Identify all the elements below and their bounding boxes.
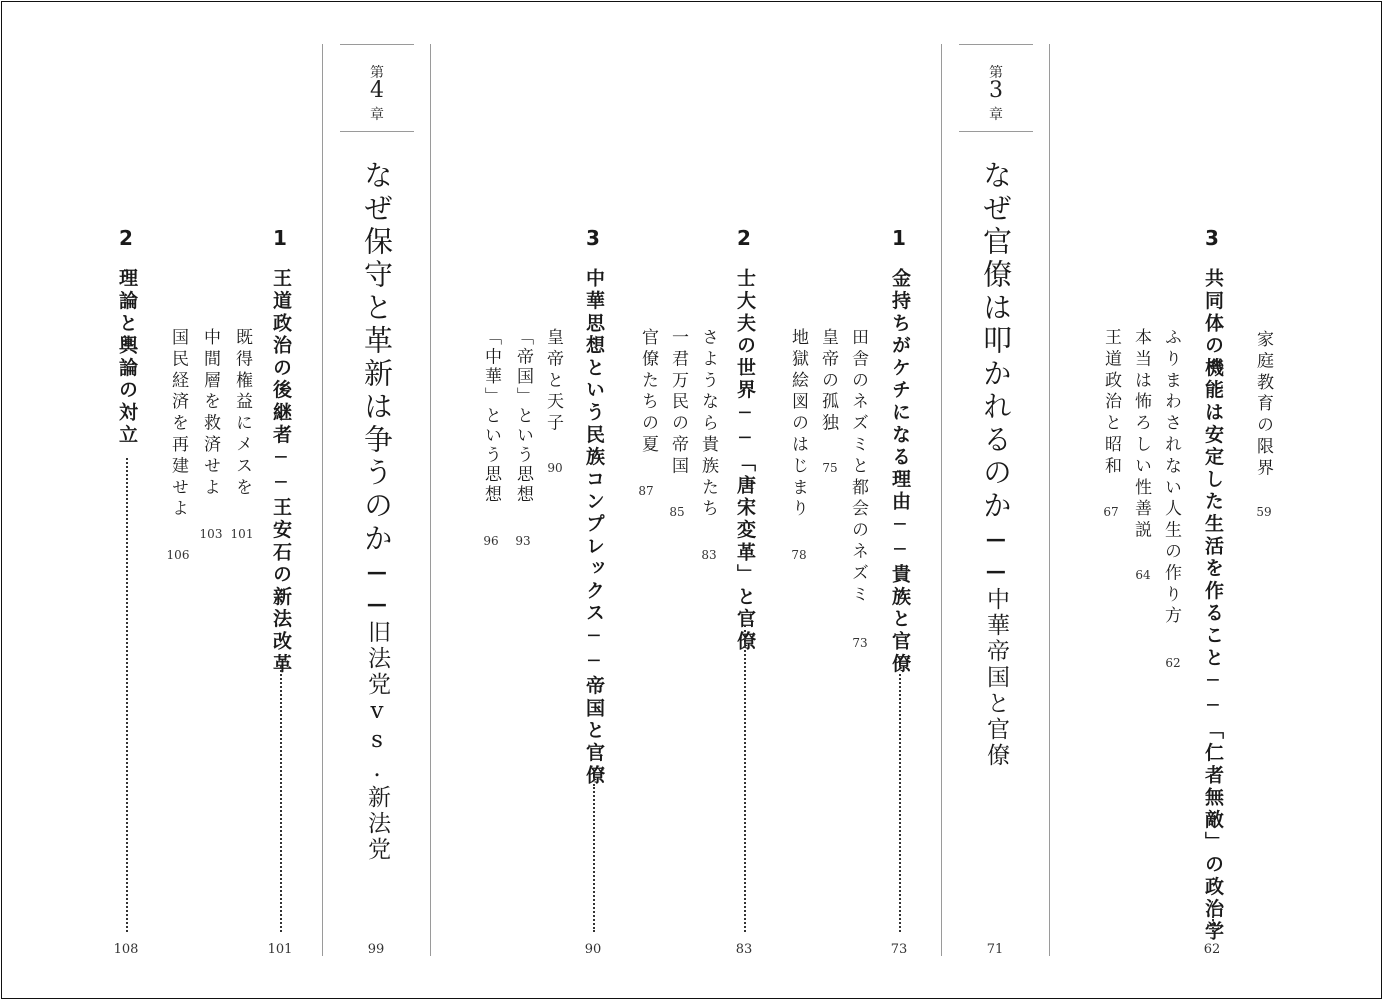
toc-item-page: 85 [669, 505, 685, 519]
toc-item[interactable]: 「中華」という思想 [481, 328, 501, 505]
chapter3-title-dash: ── [979, 523, 1013, 587]
section-page-number: 108 [113, 942, 139, 957]
section-number: 2 [737, 226, 751, 250]
chapter4-label-top-rule [340, 44, 414, 45]
chapter4-label-bottom-rule [340, 131, 414, 132]
leader-dots [899, 674, 901, 932]
section-number: 2 [119, 226, 133, 250]
chapter4-title-sub: 旧法党vs.新法党 [364, 620, 390, 863]
toc-item-page: 93 [515, 534, 531, 548]
chapter3-title-main: なぜ官僚は叩かれるのか [979, 160, 1013, 523]
toc-item[interactable]: 皇帝の孤独 [818, 328, 838, 435]
toc-item[interactable]: 一君万民の帝国 [668, 328, 688, 478]
section-number: 3 [586, 226, 600, 250]
chapter3-label-bottom: 章 [989, 107, 1003, 123]
leader-dots [593, 784, 595, 932]
chapter4-band-left-rule [322, 44, 323, 956]
section-number: 1 [892, 226, 906, 250]
toc-item[interactable]: 官僚たちの夏 [638, 328, 658, 457]
toc-item-page: 87 [638, 484, 654, 498]
section-page-number: 83 [735, 942, 753, 957]
section-number: 1 [273, 226, 287, 250]
section-page-number: 101 [267, 942, 293, 957]
toc-item[interactable]: 国民経済を再建せよ [168, 328, 188, 521]
toc-item-page: 83 [701, 548, 717, 562]
chapter4-label-bottom: 章 [370, 107, 384, 123]
section-title[interactable]: 中華思想という民族コンプレックス──帝国と官僚 [583, 268, 605, 787]
toc-item-page: 64 [1135, 568, 1151, 582]
leader-dots [280, 666, 282, 932]
chapter4-title-main: なぜ保守と革新は争うのか [360, 160, 394, 556]
toc-item[interactable]: 「帝国」という思想 [513, 328, 533, 505]
toc-item[interactable]: 家庭教育の限界 [1253, 330, 1273, 480]
chapter3-band-right-rule [1049, 44, 1050, 956]
toc-item-page: 103 [199, 527, 223, 541]
toc-item-page: 101 [230, 527, 254, 541]
toc-item[interactable]: 王道政治と昭和 [1101, 328, 1121, 478]
section-title[interactable]: 士大夫の世界──「唐宋変革」と官僚 [734, 268, 756, 654]
toc-item-page: 73 [852, 636, 868, 650]
chapter3-label-number: 3 [989, 78, 1003, 103]
chapter3-title-sub: 中華帝国と官僚 [983, 587, 1009, 769]
chapter4-page-number: 99 [367, 942, 385, 957]
chapter4-label-number: 4 [370, 78, 384, 103]
section-page-number: 90 [584, 942, 602, 957]
toc-item[interactable]: 本当は怖ろしい性善説 [1131, 328, 1151, 542]
toc-item[interactable]: 中間層を救済せよ [200, 328, 220, 500]
toc-item[interactable]: 皇帝と天子 [543, 328, 563, 435]
toc-item[interactable]: 地獄絵図のはじまり [788, 328, 808, 521]
section-title[interactable]: 金持ちがケチになる理由──貴族と官僚 [889, 268, 911, 676]
toc-item-page: 67 [1103, 505, 1119, 519]
section-title[interactable]: 王道政治の後継者──王安石の新法改革 [270, 268, 292, 676]
chapter3-page-number: 71 [986, 942, 1004, 957]
chapter3-label-top-rule [959, 44, 1033, 45]
leader-dots [126, 458, 128, 932]
chapter4-label-top: 第 [370, 65, 384, 81]
chapter4-title-dash: ── [360, 556, 394, 620]
toc-item-page: 90 [547, 461, 563, 475]
chapter3-label-bottom-rule [959, 131, 1033, 132]
chapter4-band-right-rule [430, 44, 431, 956]
toc-item-page: 78 [791, 548, 807, 562]
chapter4-title [357, 160, 398, 863]
section-page-number: 73 [890, 942, 908, 957]
toc-item-page: 62 [1165, 656, 1181, 670]
leader-dots [1212, 916, 1214, 932]
toc-item[interactable]: さようなら貴族たち [698, 328, 718, 521]
section-title[interactable]: 理論と輿論の対立 [116, 268, 138, 447]
toc-item[interactable]: 既得権益にメスを [232, 328, 252, 500]
toc-item-page: 106 [166, 548, 190, 562]
section-page-number: 62 [1203, 942, 1221, 957]
section-number: 3 [1205, 226, 1219, 250]
toc-item[interactable]: ふりまわされない人生の作り方 [1161, 328, 1181, 628]
section-title[interactable]: 共同体の機能は安定した生活を作ること──「仁者無敵」の政治学 [1202, 268, 1224, 943]
chapter3-title [976, 160, 1017, 769]
leader-dots [744, 625, 746, 932]
chapter3-band-left-rule [941, 44, 942, 956]
toc-item-page: 96 [483, 534, 499, 548]
chapter3-label-top: 第 [989, 65, 1003, 81]
toc-item-page: 59 [1256, 505, 1272, 519]
toc-item-page: 75 [822, 461, 838, 475]
toc-item[interactable]: 田舎のネズミと都会のネズミ [848, 328, 868, 607]
